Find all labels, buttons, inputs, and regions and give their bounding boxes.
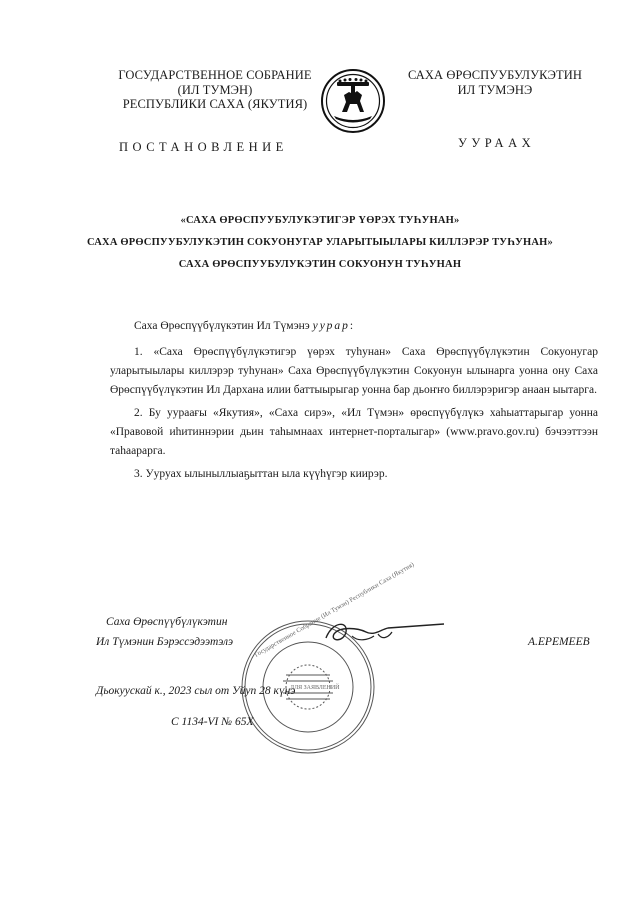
header-left-line-1: ГОСУДАРСТВЕННОЕ СОБРАНИЕ: [118, 68, 312, 82]
signatory-title-line-1: Саха Өрөспүүбүлүкэтин: [106, 616, 228, 628]
body-intro: [134, 320, 353, 332]
stamp-inner-text: ДЛЯ ЗАЯВЛЕНИЙ: [290, 685, 340, 691]
stamp-outer-text: Государственное Собрание (Ил Тумэн) Республики Саха (Якутия): [253, 561, 416, 659]
body-items: [110, 343, 598, 488]
title-line-3: САХА ӨРӨСПУУБУЛУКЭТИН СОКУОНУН ТУҺУНАН: [178, 259, 462, 270]
handwritten-signature-icon: [318, 612, 448, 652]
body-item-1: 1. «Саха Өрөспүүбүлүкэтигэр үөрэх туһунан» Саха Өрөспүүбүлүкэтин Сокуонугар уларытыылары киллэрэр туһунан» Саха Өрөспүүбүлүкэтин Сокуонун ылынарга уонна ону Саха Өрөспүүбүлүкэтин Ил Дархана илии баттыырыгар уонна бар дьоҥҥо биллэрэригэр анаан ыытарга.: [110, 346, 598, 396]
doc-type-sah: УУРААХ: [458, 136, 536, 150]
signatory-name: А.ЕРЕМЕЕВ: [528, 636, 590, 648]
header-left-line-3: РЕСПУБЛИКИ САХА (ЯКУТИЯ): [122, 97, 308, 111]
body-intro-prefix: Саха Өрөспүүбүлүкэтин Ил Түмэнэ: [134, 320, 313, 332]
header-left-line-2: (ИЛ ТУМЭН): [177, 82, 253, 97]
body-item-2: 2. Бу уураағы «Якутия», «Саха сирэ», «Ил Түмэн» өрөспүүбүлүкэ хаһыаттарыгар уонна «Правовой иһитиннэрии дьин таһымнаах интернет-порталыгар» (www.pravo.gov.ru) бэчээттээн таһаарарга.: [110, 407, 598, 457]
body-intro-suffix: :: [349, 320, 354, 332]
body-item-3: 3. Ууруах ылыныллыаҕыттан ыла күүһүгэр киирэр.: [134, 468, 388, 480]
title-line-2: САХА ӨРӨСПУУБУЛУКЭТИН СОКУОНУГАР УЛАРЫТЫЫЛАРЫ КИЛЛЭРЭР ТУҺУНАН»: [87, 237, 553, 248]
signatory-title-line-2: Ил Түмэнин Бэрэссэдээтэлэ: [96, 636, 234, 648]
header-right-block: [395, 68, 595, 97]
header-left-block: [100, 68, 330, 112]
header-right-line-1: САХА ӨРӨСПУУБУЛУКЭТИН: [407, 68, 583, 82]
doc-type-ru: ПОСТАНОВЛЕНИЕ: [119, 140, 288, 154]
place-and-date: Дьокуускай к., 2023 сыл от Уйуп 28 күнэ: [96, 685, 296, 697]
document-number: С 1134-VI № 65X: [171, 716, 254, 728]
coat-of-arms-emblem-icon: [320, 68, 386, 134]
title-line-1: «САХА ӨРӨСПУУБУЛУКЭТИГЭР ҮӨРЭХ ТУҺУНАН»: [180, 215, 460, 226]
body-intro-verb: уурар: [312, 320, 350, 332]
header-right-line-2: ИЛ ТУМЭНЭ: [457, 82, 533, 97]
